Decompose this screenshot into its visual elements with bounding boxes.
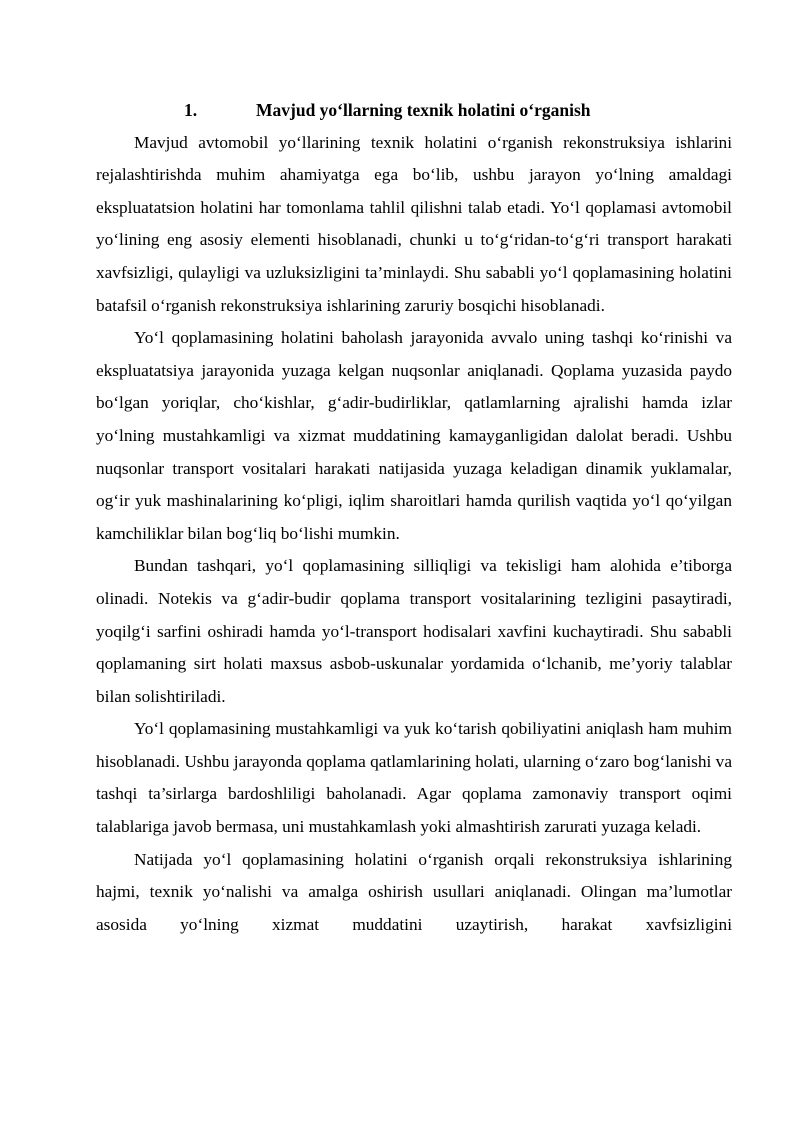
section-heading xyxy=(96,94,732,127)
paragraph-5: Natijada yo‘l qoplamasining holatini o‘rganish orqali rekonstruksiya ishlarining hajmi, texnik yo‘nalishi va amalga oshirish usullari aniqlanadi. Olingan ma’lumotlar asosida yo‘lning xizmat muddatini uzaytirish, harakat xavfsizligini xyxy=(96,849,732,934)
paragraph-3: Bundan tashqari, yo‘l qoplamasining silliqligi va tekisligi ham alohida e’tiborga olinadi. Notekis va g‘adir-budir qoplama transport vositalarining tezligini pasaytiradi, yoqilg‘i sarfini oshiradi hamda yo‘l-transport hodisalari xavfini kuchaytiradi. Shu sababli qoplamaning sirt holati maxsus asbob-uskunalar yordamida o‘lchanib, me’yoriy talablar bilan solishtiriladi. xyxy=(96,556,732,706)
document-page xyxy=(96,94,732,941)
section-title: Mavjud yo‘llarning texnik holatini o‘rganish xyxy=(256,100,591,120)
section-number: 1. xyxy=(184,100,198,120)
paragraph-2: Yo‘l qoplamasining holatini baholash jarayonida avvalo uning tashqi ko‘rinishi va ekspluatatsiya jarayonida yuzaga kelgan nuqsonlar aniqlanadi. Qoplama yuzasida paydo bo‘lgan yoriqlar, cho‘kishlar, g‘adir-budirliklar, qatlamlarning ajralishi hamda izlar yo‘lning mustahkamligi va xizmat muddatining kamayganligidan dalolat beradi. Ushbu nuqsonlar transport vositalari harakati natijasida yuzaga keladigan dinamik yuklamalar, og‘ir yuk mashinalarining ko‘pligi, iqlim sharoitlari hamda qurilish vaqtida yo‘l qo‘yilgan kamchiliklar bilan bog‘liq bo‘lishi mumkin. xyxy=(96,328,732,543)
paragraph-4: Yo‘l qoplamasining mustahkamligi va yuk ko‘tarish qobiliyatini aniqlash ham muhim hisoblanadi. Ushbu jarayonda qoplama qatlamlarining holati, ularning o‘zaro bog‘lanishi va tashqi ta’sirlarga bardoshliligi baholanadi. Agar qoplama zamonaviy transport oqimi talablariga javob bermasa, uni mustahkamlash yoki almashtirish zarurati yuzaga keladi. xyxy=(96,719,732,837)
paragraph-1: Mavjud avtomobil yo‘llarining texnik holatini o‘rganish rekonstruksiya ishlarini rejalashtirishda muhim ahamiyatga ega bo‘lib, ushbu jarayon yo‘lning amaldagi ekspluatatsion holatini har tomonlama tahlil qilishni talab etadi. Yo‘l qoplamasi avtomobil yo‘lining eng asosiy elementi hisoblanadi, chunki u to‘g‘ridan-to‘g‘ri transport harakati xavfsizligi, qulayligi va uzluksizligini ta’minlaydi. Shu sababli yo‘l qoplamasining holatini batafsil o‘rganish rekonstruksiya ishlarining zaruriy bosqichi hisoblanadi. xyxy=(96,132,732,315)
